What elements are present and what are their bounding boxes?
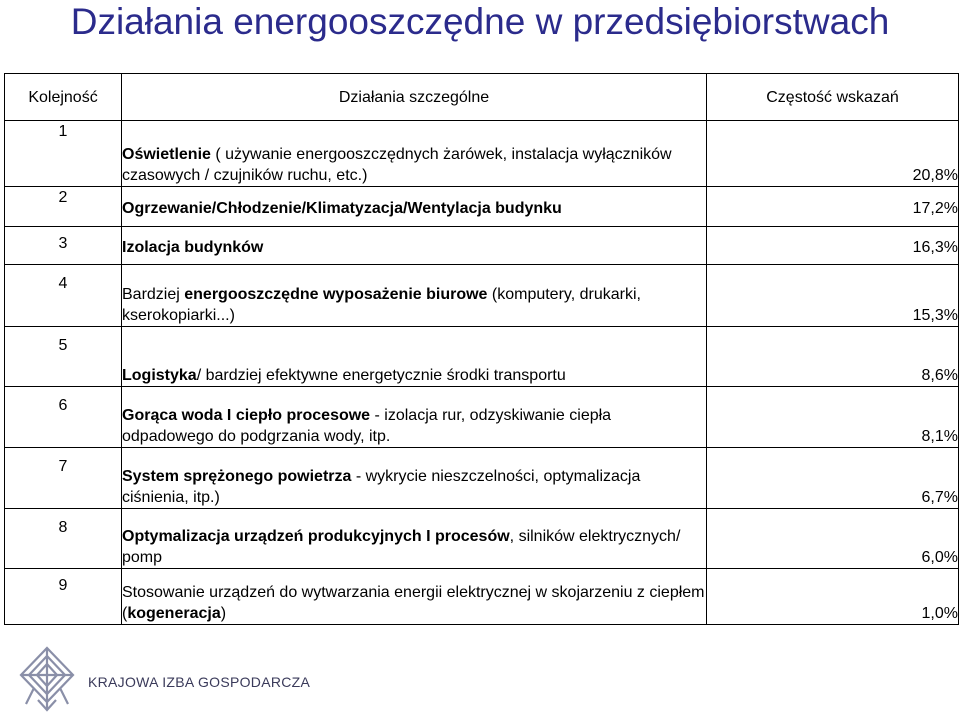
energy-actions-table — [4, 73, 959, 625]
action-rest: - izolacja rur, odzyskiwanie ciepła odpadowego do podgrzania wody, itp. — [122, 407, 612, 445]
row-number: 2 — [5, 187, 122, 227]
row-action — [122, 509, 707, 569]
table-row — [5, 509, 959, 569]
table-row — [5, 448, 959, 509]
row-action — [122, 227, 707, 265]
row-number: 3 — [5, 227, 122, 265]
action-rest: ) — [220, 605, 227, 622]
row-action — [122, 187, 707, 227]
action-bold: Optymalizacja urządzeń produkcyjnych I procesów — [122, 528, 510, 545]
action-rest: - wykrycie nieszczelności, optymalizacja ciśnienia, itp.) — [122, 468, 641, 506]
row-frequency: 6,0% — [707, 509, 959, 569]
action-rest: / bardziej efektywne energetycznie środki transportu — [196, 367, 566, 384]
row-number: 6 — [5, 387, 122, 448]
table-row — [5, 327, 959, 387]
action-bold: Oświetlenie — [122, 146, 211, 163]
table-row — [5, 121, 959, 187]
action-rest: , silników elektrycznych/ pomp — [122, 528, 681, 566]
row-frequency: 6,7% — [707, 448, 959, 509]
row-action — [122, 327, 707, 387]
action-rest: ( używanie energooszczędnych żarówek, instalacja wyłączników czasowych / czujników ruchu, etc.) — [122, 146, 672, 184]
table-row — [5, 265, 959, 327]
table-row — [5, 569, 959, 625]
organization-name: KRAJOWA IZBA GOSPODARCZA — [88, 674, 311, 690]
table-header-row — [5, 74, 959, 121]
header-actions: Działania szczególne — [122, 74, 707, 121]
row-number: 7 — [5, 448, 122, 509]
row-number: 5 — [5, 327, 122, 387]
row-action — [122, 569, 707, 625]
action-bold: kogeneracja — [127, 605, 221, 622]
header-order: Kolejność — [5, 74, 122, 121]
row-action — [122, 448, 707, 509]
row-action — [122, 265, 707, 327]
row-action — [122, 387, 707, 448]
action-bold: Gorąca woda I ciepło procesowe — [122, 407, 371, 424]
row-action — [122, 121, 707, 187]
action-rest: (komputery, drukarki, kserokopiarki...) — [122, 286, 641, 324]
table-row — [5, 387, 959, 448]
action-bold: energooszczędne wyposażenie biurowe — [184, 286, 488, 303]
action-pre: Bardziej — [122, 286, 185, 303]
row-frequency: 8,6% — [707, 327, 959, 387]
row-number: 8 — [5, 509, 122, 569]
row-number: 9 — [5, 569, 122, 625]
row-frequency: 17,2% — [707, 187, 959, 227]
table-row — [5, 227, 959, 265]
row-frequency: 8,1% — [707, 387, 959, 448]
row-number: 4 — [5, 265, 122, 327]
kig-logo-icon — [14, 644, 80, 714]
action-bold: System sprężonego powietrza — [122, 468, 352, 485]
table-row — [5, 187, 959, 227]
row-frequency: 20,8% — [707, 121, 959, 187]
row-number: 1 — [5, 121, 122, 187]
action-pre: Stosowanie urządzeń do wytwarzania energii elektrycznej w skojarzeniu z ciepłem ( — [122, 584, 705, 622]
row-frequency: 16,3% — [707, 227, 959, 265]
action-bold: Izolacja budynków — [122, 239, 264, 256]
action-bold: Logistyka — [122, 367, 197, 384]
page-title: Działania energooszczędne w przedsiębiorstwach — [70, 1, 890, 42]
action-bold: Ogrzewanie/Chłodzenie/Klimatyzacja/Wentylacja budynku — [122, 200, 562, 217]
header-frequency: Częstość wskazań — [707, 74, 959, 121]
row-frequency: 15,3% — [707, 265, 959, 327]
row-frequency: 1,0% — [707, 569, 959, 625]
